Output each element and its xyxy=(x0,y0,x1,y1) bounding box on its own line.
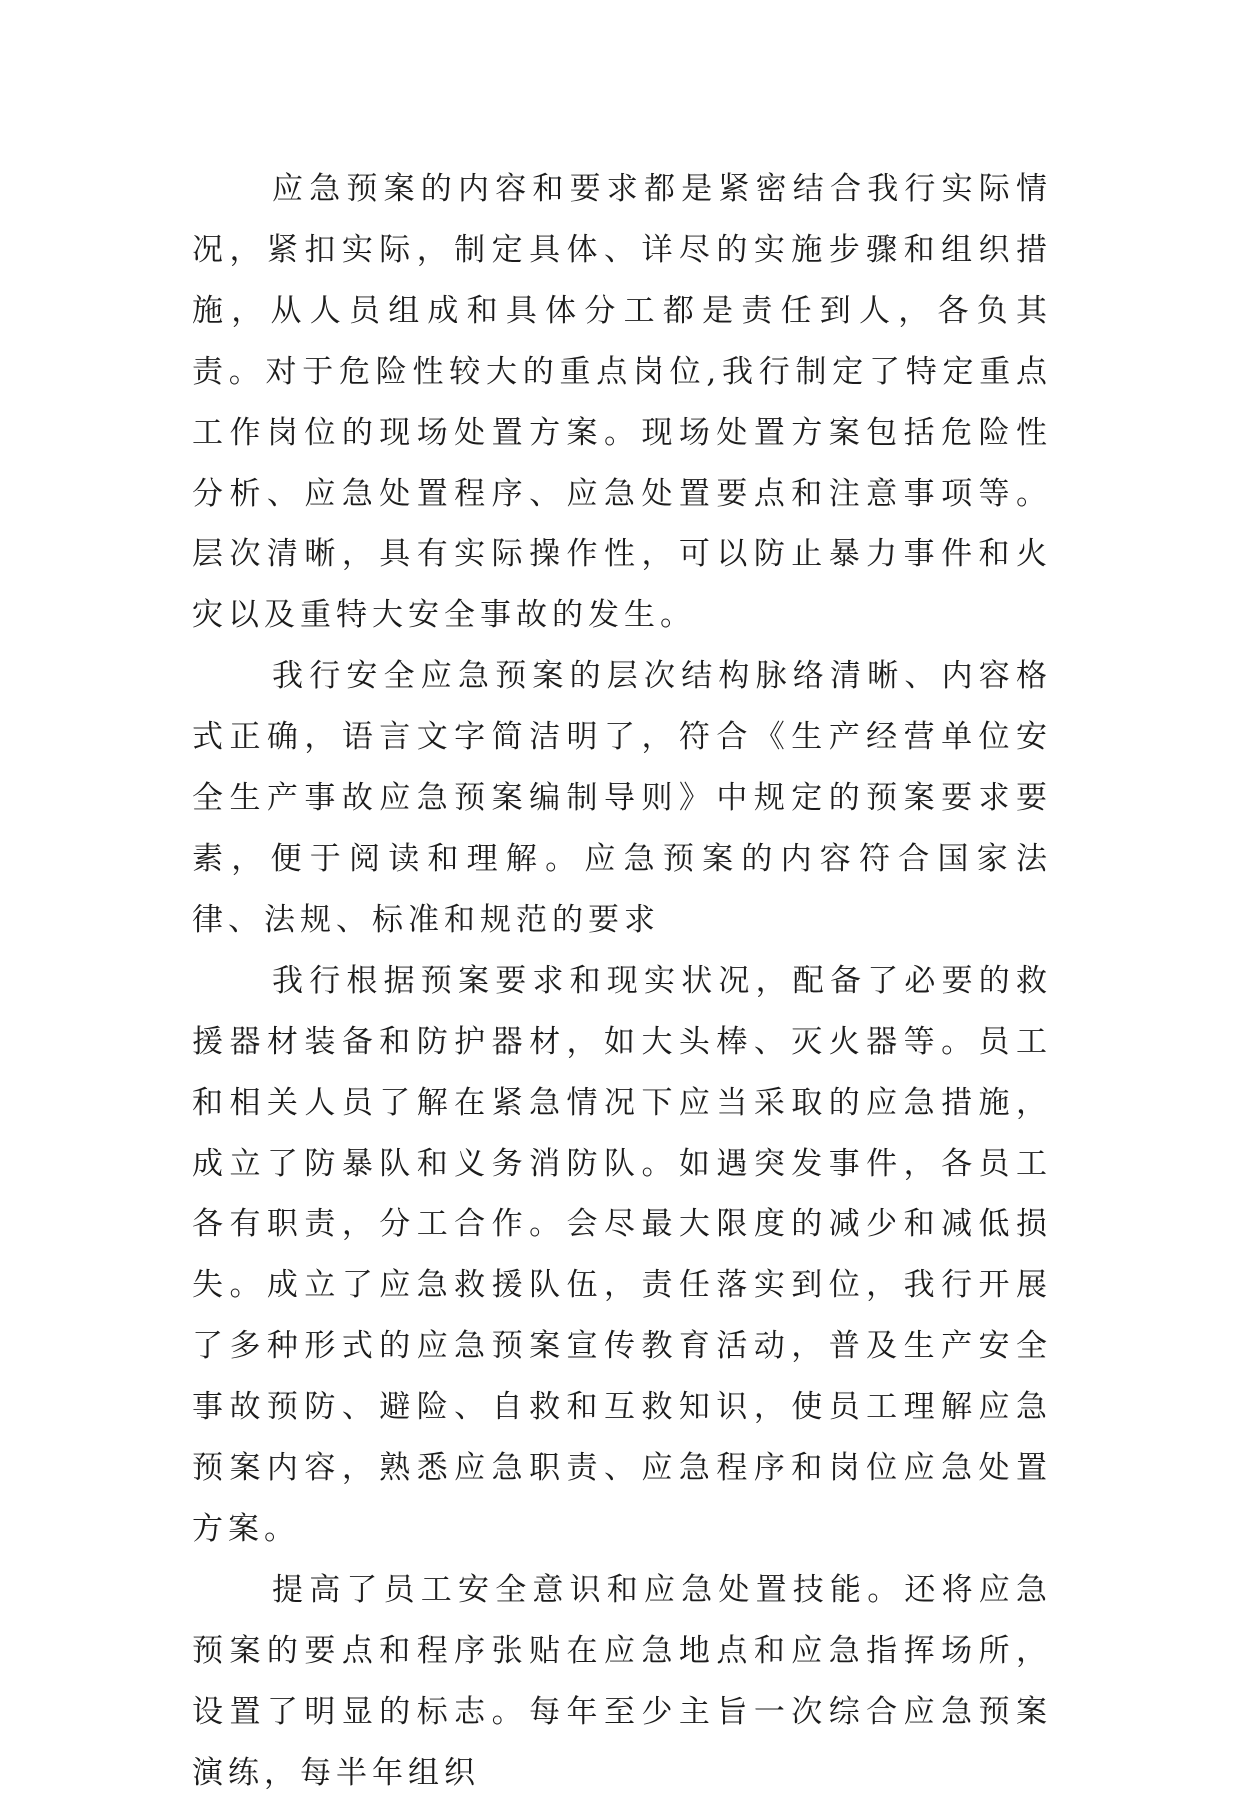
paragraph-safety-awareness: 提高了员工安全意识和应急处置技能。还将应急预案的要点和程序张贴在应急地点和应急指挥场所，设置了明显的标志。每年至少主旨一次综合应急预案演练，每半年组织 xyxy=(192,1571,1052,1791)
paragraph-emergency-plan-content: 应急预案的内容和要求都是紧密结合我行实际情况，紧扣实际，制定具体、详尽的实施步骤和组织措施，从人员组成和具体分工都是责任到人，各负其责。对于危险性较大的重点岗位,我行制定了特定重点工作岗位的现场处置方案。现场处置方案包括危险性分析、应急处置程序、应急处置要点和注意事项等。层次清晰，具有实际操作性，可以防止暴力事件和火灾以及重特大安全事故的发生。 xyxy=(192,171,1052,634)
paragraph-plan-structure: 我行安全应急预案的层次结构脉络清晰、内容格式正确，语言文字简洁明了，符合《生产经营单位安全生产事故应急预案编制导则》中规定的预案要求要素，便于阅读和理解。应急预案的内容符合国家法律、法规、标准和规范的要求 xyxy=(192,658,1052,938)
document-body xyxy=(192,159,1052,1803)
paragraph-rescue-equipment: 我行根据预案要求和现实状况，配备了必要的救援器材装备和防护器材，如大头棒、灭火器等。员工和相关人员了解在紧急情况下应当采取的应急措施，成立了防暴队和义务消防队。如遇突发事件，各员工各有职责，分工合作。会尽最大限度的减少和减低损失。成立了应急救援队伍，责任落实到位，我行开展了多种形式的应急预案宣传教育活动，普及生产安全事故预防、避险、自救和互救知识，使员工理解应急预案内容，熟悉应急职责、应急程序和岗位应急处置方案。 xyxy=(192,962,1052,1547)
